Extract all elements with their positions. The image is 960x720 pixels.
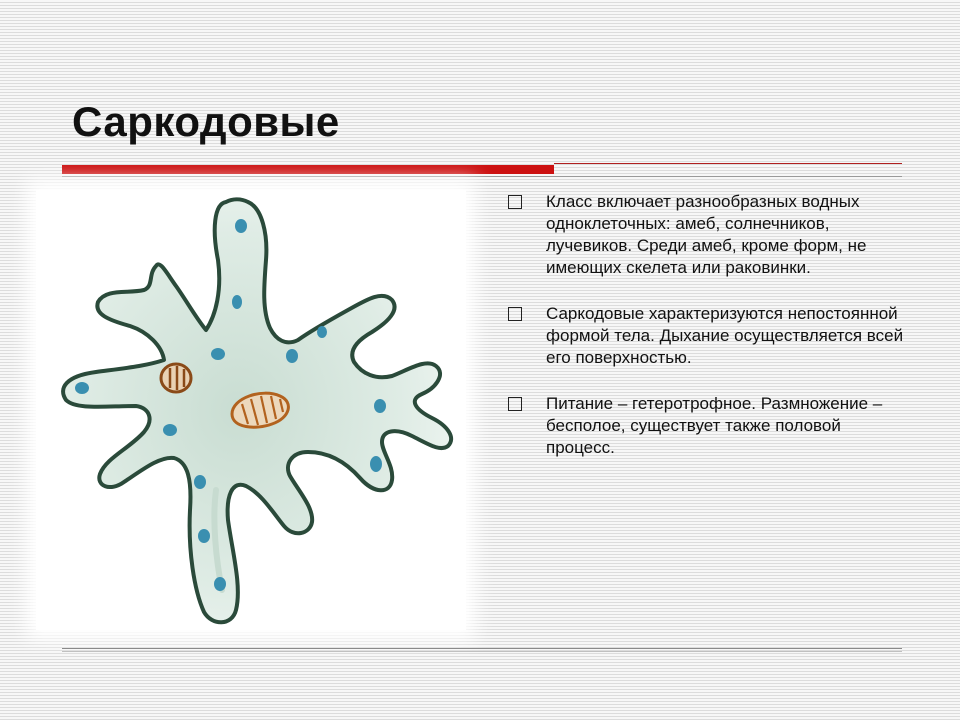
bullet-item [508,191,908,279]
vacuole-dot [75,382,89,394]
hollow-square-bullet-icon [508,307,522,321]
hollow-square-bullet-icon [508,195,522,209]
vacuole-dot [194,475,206,489]
bullet-item [508,393,908,459]
amoeba-illustration [36,190,466,630]
bullet-text: Саркодовые характеризуются непостоянной формой тела. Дыхание осуществляется всей его поверхностью. [546,304,904,367]
bullet-item [508,303,908,369]
vacuole-dot [211,348,225,360]
vacuole-dot [163,424,177,436]
title-divider-line-top [554,163,902,164]
footer-divider [62,648,902,649]
amoeba-drawing [36,190,466,630]
slide-title: Саркодовые [72,98,340,145]
vacuole-dot [198,529,210,543]
title-divider-line-bottom [62,176,902,177]
bullet-text: Питание – гетеротрофное. Размножение – бесполое, существует также половой процесс. [546,394,883,457]
amoeba-nucleus [161,364,191,392]
vacuole-dot [232,295,242,309]
footer-divider-secondary [62,651,902,652]
vacuole-dot [374,399,386,413]
vacuole-dot [214,577,226,591]
hollow-square-bullet-icon [508,397,522,411]
vacuole-dot [370,456,382,472]
title-divider-accent [62,165,554,174]
vacuole-dot [286,349,298,363]
bullet-list [508,191,908,459]
title-divider [62,163,902,177]
vacuole-dot [317,326,327,338]
vacuole-dot [235,219,247,233]
bullet-text: Класс включает разнообразных водных одноклеточных: амеб, солнечников, лучевиков. Среди амеб, кроме форм, не имеющих скелета или раковинки. [546,192,867,277]
